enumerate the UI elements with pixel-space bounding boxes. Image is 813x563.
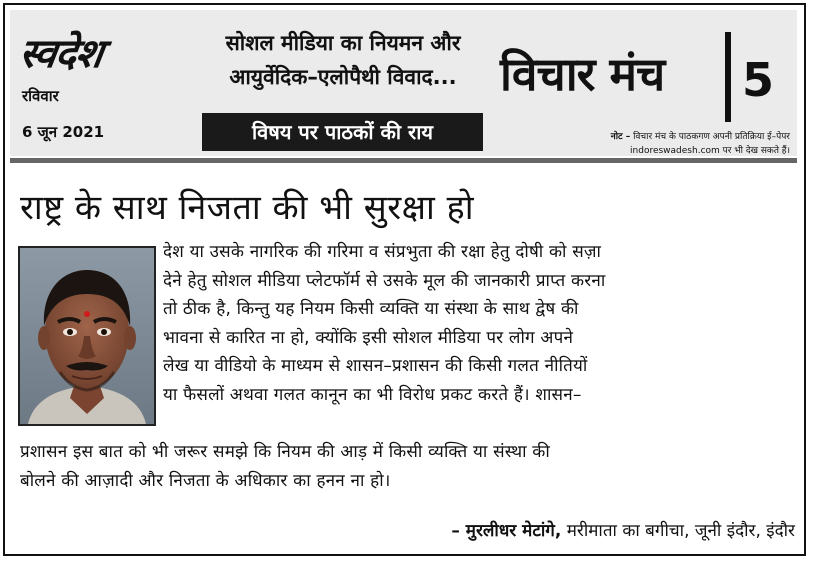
body-line: देश या उसके नागरिक की गरिमा व संप्रभुता की रक्षा हेतु दोषी को सज़ा [163,242,602,262]
body-line: प्रशासन इस बात को भी जरूर समझे कि नियम की आड़ में किसी व्यक्ति या संस्था की [20,442,550,462]
author-name: – मुरलीधर मेटांगे, [451,521,562,541]
masthead-date: 6 जून 2021 [22,123,105,141]
author-location: मरीमाता का बगीचा, जूनी इंदौर, इंदौर [566,521,795,541]
body-line: तो ठीक है, किन्तु यह नियम किसी व्यक्ति या संस्था के साथ द्वेष की [163,299,579,319]
article-headline: राष्ट्र के साथ निजता की भी सुरक्षा हो [20,188,474,228]
body-line: भावना से कारित ना हो, क्योंकि इसी सोशल मीडिया पर लोग अपने [163,327,574,348]
reader-note [520,130,790,158]
body-line: या फैसलों अथवा गलत कानून का भी विरोध प्रकट करते हैं। शासन– [163,384,582,405]
section-divider [725,32,731,122]
author-portrait-image [20,248,154,424]
topic-heading [198,26,488,94]
topic-line-1: सोशल मीडिया का नियमन और [225,31,461,55]
header-rule [10,158,797,163]
masthead-day: रविवार [22,87,59,105]
topic-line-2: आयुर्वेदिक–एलोपैथी विवाद... [229,65,457,89]
note-line-2: indoreswadesh.com पर भी देख सकते हैं। [630,146,790,156]
masthead-header [10,10,797,156]
section-title: विचार मंच [500,47,665,101]
article-byline [451,517,795,545]
page-number: 5 [742,53,775,107]
article-body-beside-photo [163,238,798,409]
subject-banner: विषय पर पाठकों की राय [202,113,483,151]
body-line: देने हेतु सोशल मीडिया प्लेटफॉर्म से उसके मूल की जानकारी प्राप्त करना [163,270,606,291]
body-line: बोलने की आज़ादी और निजता के अधिकार का हनन ना हो। [20,470,391,491]
note-label: नोट – [610,132,631,142]
body-line: लेख या वीडियो के माध्यम से शासन–प्रशासन की किसी गलत नीतियों [163,356,588,376]
note-line-1: विचार मंच के पाठकगण अपनी प्रतिक्रिया ई–पेपर [633,132,790,142]
article-body-full-width [20,438,798,495]
author-photo [18,246,156,426]
newspaper-logo: स्वदेश [16,30,106,77]
